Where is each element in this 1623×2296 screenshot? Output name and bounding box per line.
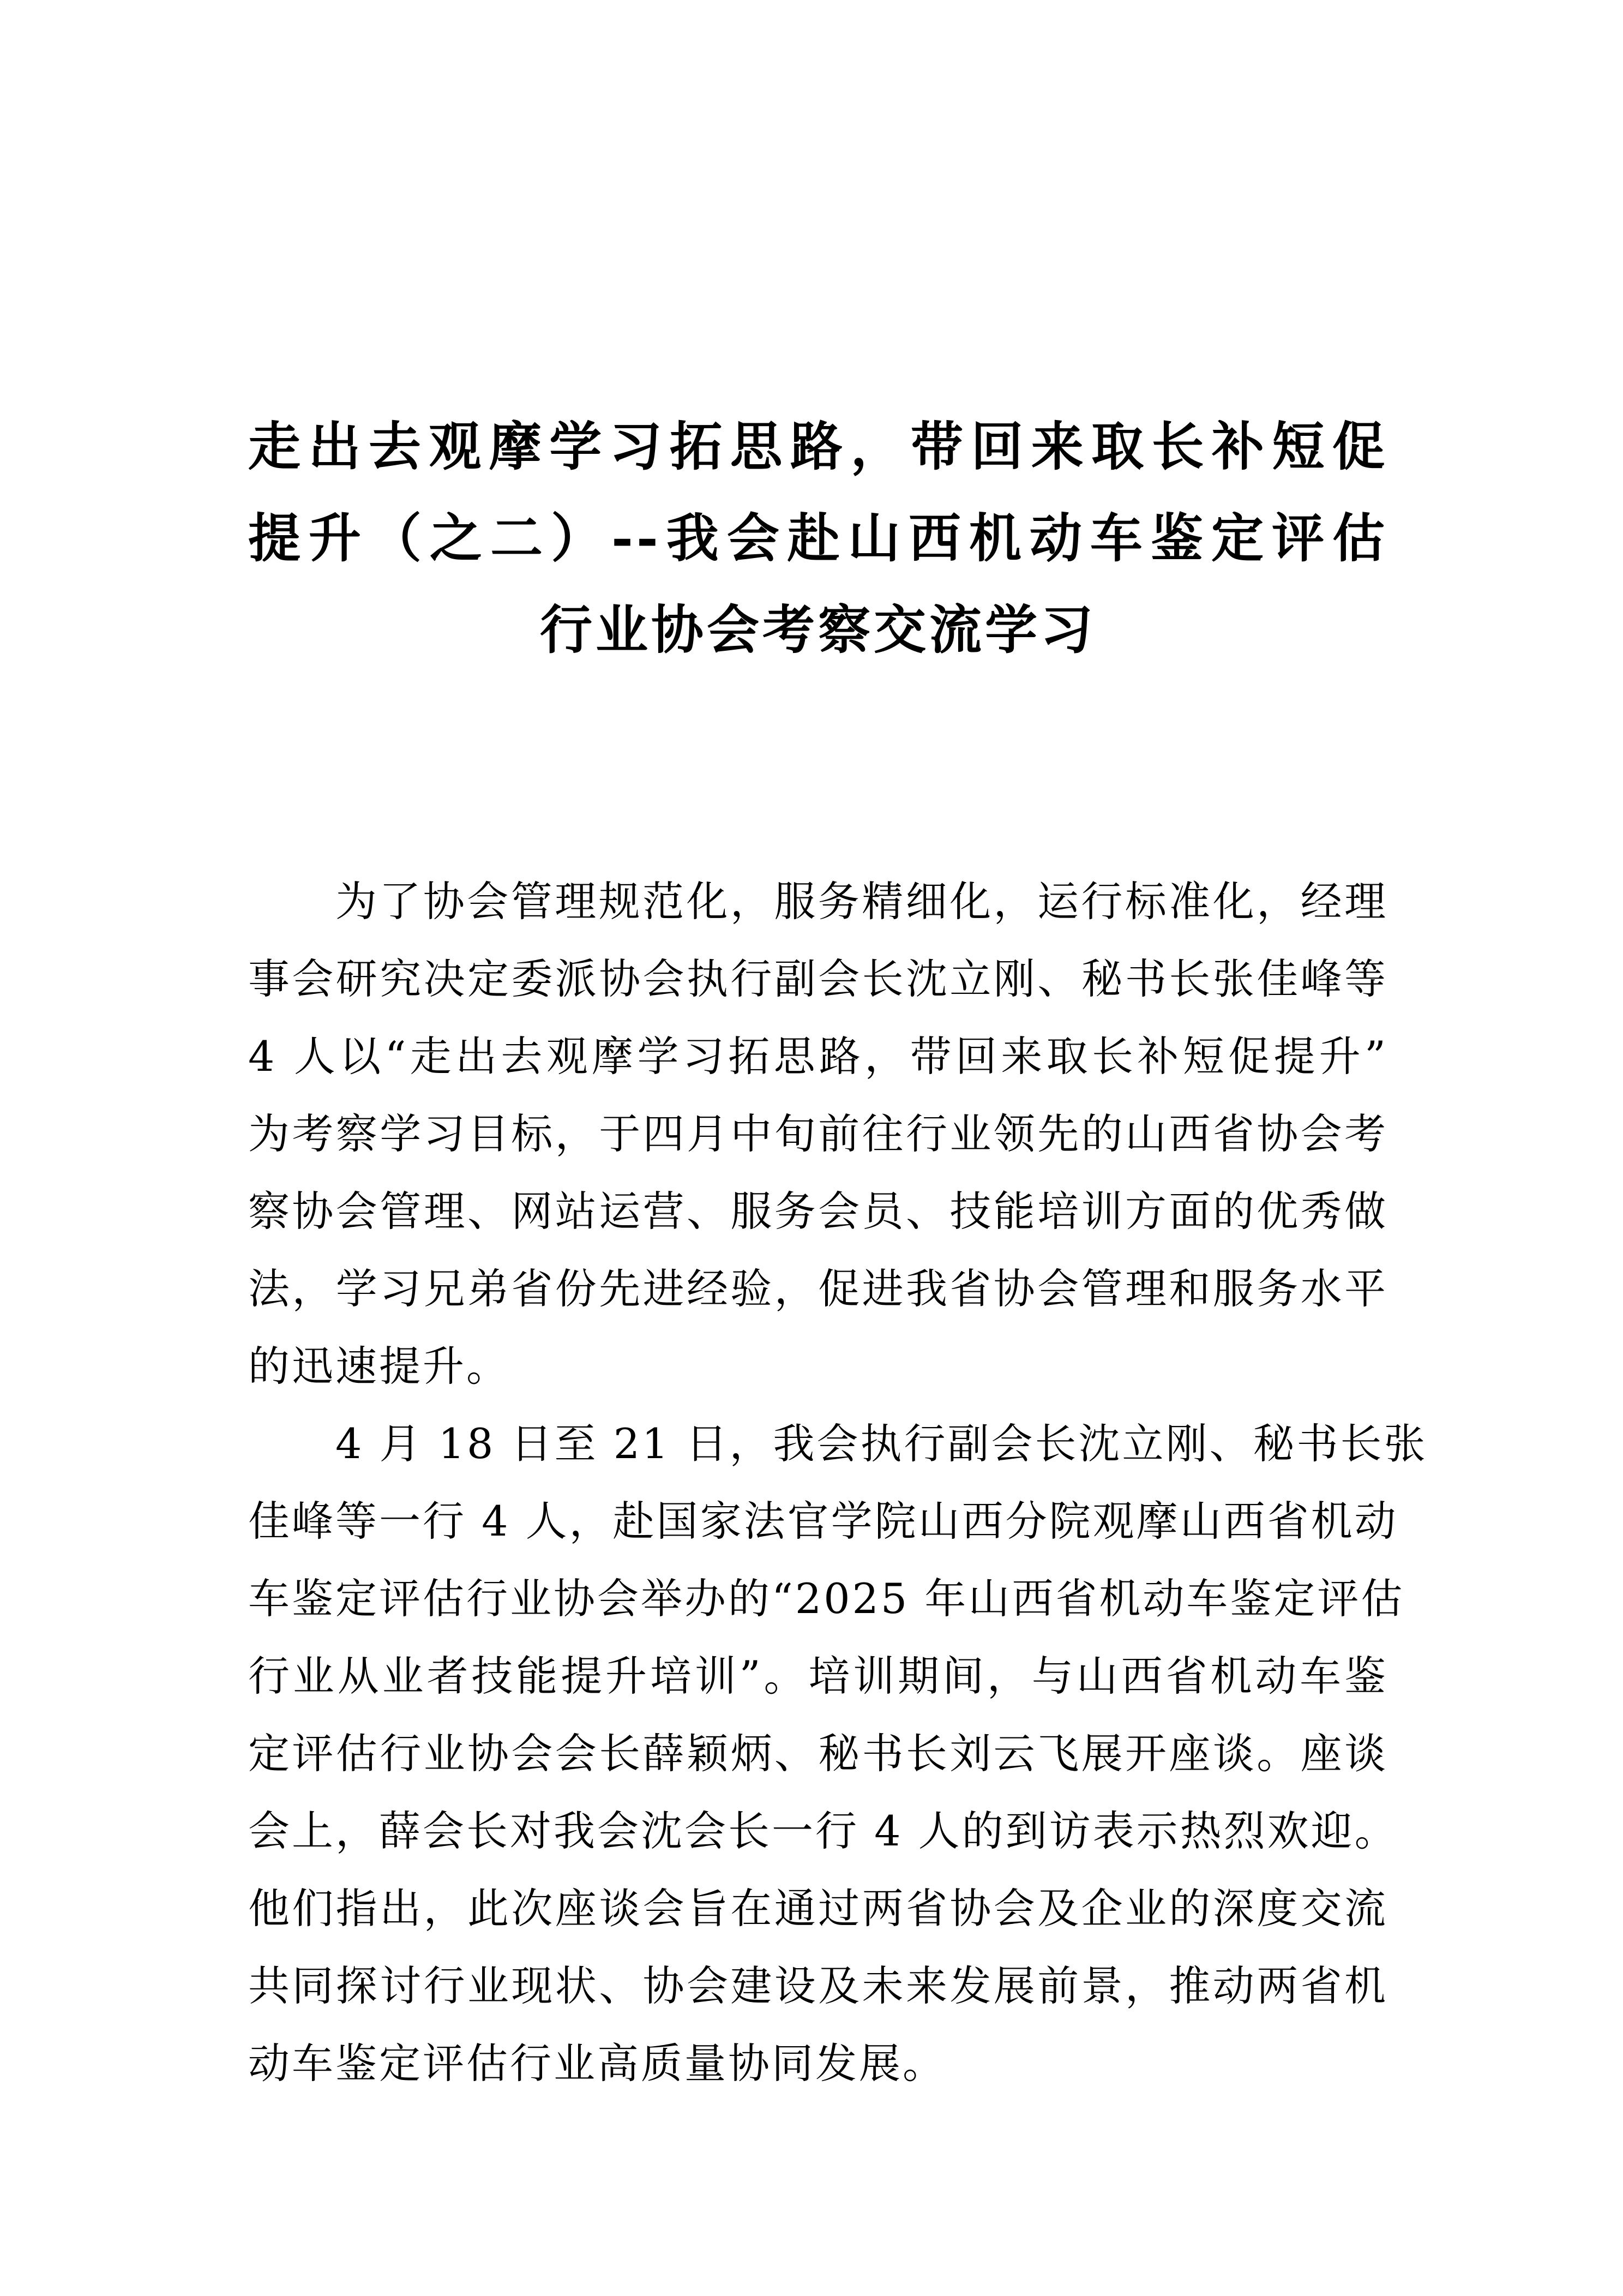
document-body <box>248 863 1428 2102</box>
paragraph-1 <box>248 863 1388 1405</box>
paragraph-line: 动车鉴定评估行业高质量协同发展。 <box>248 2039 946 2088</box>
paragraph-line: 法，学习兄弟省份先进经验，促进我省协会管理和服务水平 <box>248 1264 1388 1313</box>
paragraph-line: 共同探讨行业现状、协会建设及未来发展前景，推动两省机 <box>248 1962 1388 2010</box>
paragraph-line: 察协会管理、网站运营、服务会员、技能培训方面的优秀做 <box>248 1187 1388 1236</box>
title-line: 行业协会考察交流学习 <box>540 599 1096 661</box>
paragraph-line: 行业从业者技能提升培训”。培训期间，与山西省机动车鉴 <box>248 1652 1388 1700</box>
paragraph-line: 定评估行业协会会长薛颖炳、秘书长刘云飞展开座谈。座谈 <box>248 1729 1388 1778</box>
paragraph-line: 他们指出，此次座谈会旨在通过两省协会及企业的深度交流 <box>248 1884 1388 1933</box>
document-title <box>248 401 1388 676</box>
paragraph-line: 为考察学习目标，于四月中旬前往行业领先的山西省协会考 <box>248 1110 1388 1158</box>
paragraph-line: 4 月 18 日至 21 日，我会执行副会长沈立刚、秘书长张 <box>335 1419 1428 1468</box>
paragraph-line: 车鉴定评估行业协会举办的“2025 年山西省机动车鉴定评估 <box>248 1574 1405 1623</box>
paragraph-line: 的迅速提升。 <box>248 1342 510 1390</box>
paragraph-line: 会上，薛会长对我会沈会长一行 4 人的到访表示热烈欢迎。 <box>248 1807 1398 1855</box>
paragraph-2 <box>248 1405 1428 2102</box>
paragraph-line: 佳峰等一行 4 人，赴国家法官学院山西分院观摩山西省机动 <box>248 1497 1398 1545</box>
paragraph-line: 事会研究决定委派协会执行副会长沈立刚、秘书长张佳峰等 <box>248 955 1388 1003</box>
paragraph-line: 为了协会管理规范化，服务精细化，运行标准化，经理 <box>335 877 1388 926</box>
paragraph-line: 4 人以“走出去观摩学习拓思路，带回来取长补短促提升” <box>248 1032 1388 1081</box>
title-line: 提升（之二）--我会赴山西机动车鉴定评估 <box>248 507 1388 569</box>
title-line: 走出去观摩学习拓思路，带回来取长补短促 <box>248 416 1388 477</box>
